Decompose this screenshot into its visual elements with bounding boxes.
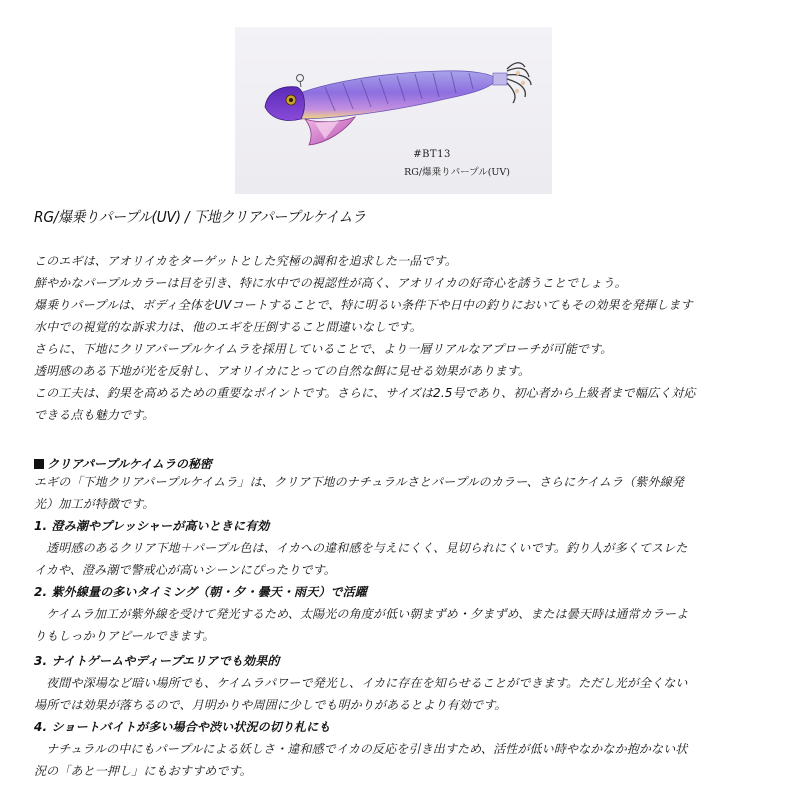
- section-line: 況の「あと一押し」にもおすすめです。: [34, 764, 252, 778]
- intro-line: 爆乗りパープルは、ボディ全体をUVコートすることで、特に明るい条件下や日中の釣りにおいてもその効果を発揮します: [34, 298, 693, 312]
- intro-line: さらに、下地にクリアパープルケイムラを採用していることで、より一層リアルなアプローチが可能です。: [34, 342, 613, 356]
- square-bullet-icon: [34, 459, 44, 469]
- section-subheading: 4. ショートバイトが多い場合や渋い状況の切り札にも: [34, 720, 331, 734]
- section-heading-text: クリアパープルケイムラの秘密: [47, 457, 212, 471]
- intro-line: この工夫は、釣果を高めるための重要なポイントです。さらに、サイズは2.5号であり、初心者から上級者まで幅広く対応: [34, 386, 696, 400]
- intro-line: 水中での視覚的な訴求力は、他のエギを圧倒すること間違いなしです。: [34, 320, 422, 334]
- product-caption: RG/爆乗りパープル(UV): [404, 167, 510, 178]
- section-line: 光）加工が特徴です。: [34, 497, 155, 511]
- section-line: 透明感のあるクリア下地＋パープル色は、イカへの違和感を与えにくく、見切られにくいです。釣り人が多くてスレた: [34, 541, 688, 555]
- product-image: [235, 27, 552, 194]
- section-line: 夜間や深場など暗い場所でも、ケイムラパワーで発光し、イカに存在を知らせることができます。ただし光が全くない: [34, 676, 688, 690]
- section-subheading: 2. 紫外線量の多いタイミング（朝・夕・曇天・雨天）で活躍: [34, 585, 367, 599]
- section-subheading: 3. ナイトゲームやディープエリアでも効果的: [34, 654, 280, 668]
- section-line: ケイムラ加工が紫外線を受けて発光するため、太陽光の角度が低い朝まずめ・夕まずめ、または曇天時は通常カラーよ: [34, 607, 689, 621]
- intro-line: このエギは、アオリイカをターゲットとした究極の調和を追求した一品です。: [34, 254, 457, 268]
- section-heading: [34, 455, 212, 472]
- product-code: #BT13: [413, 149, 451, 160]
- section-subheading: 1. 澄み潮やプレッシャーが高いときに有効: [34, 519, 270, 533]
- section-line: ナチュラルの中にもパープルによる妖しさ・違和感でイカの反応を引き出すため、活性が低い時やなかなか抱かない状: [34, 742, 688, 756]
- section-line: イカや、澄み潮で警戒心が高いシーンにぴったりです。: [34, 563, 336, 577]
- intro-line: できる点も魅力です。: [34, 408, 155, 422]
- intro-line: 鮮やかなパープルカラーは目を引き、特に水中での視認性が高く、アオリイカの好奇心を誘うことでしょう。: [34, 276, 627, 290]
- section-line: りもしっかりアピールできます。: [34, 629, 215, 643]
- section-line: エギの「下地クリアパープルケイムラ」は、クリア下地のナチュラルさとパープルのカラー、さらにケイムラ（紫外線発: [34, 475, 684, 489]
- intro-line: 透明感のある下地が光を反射し、アオリイカにとっての自然な餌に見せる効果があります。: [34, 364, 531, 378]
- product-title: RG/爆乗りパープル(UV) / 下地クリアパープルケイムラ: [34, 208, 366, 226]
- section-line: 場所では効果が落ちるので、月明かりや周囲に少しでも明かりがあるとより有効です。: [34, 698, 507, 712]
